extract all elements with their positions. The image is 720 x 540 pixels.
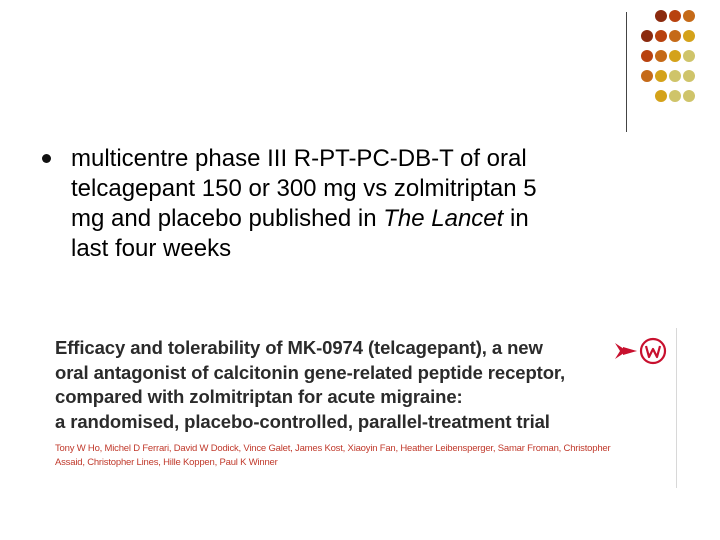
decorative-dot: [655, 70, 667, 82]
decorative-dot: [683, 90, 695, 102]
decorative-dot: [683, 30, 695, 42]
bullet-line: mg and placebo published in The Lancet in: [71, 205, 529, 232]
decorative-dot: [655, 10, 667, 22]
divider-line: [676, 328, 677, 488]
article-title-line: Efficacy and tolerability of MK-0974 (telcagepant), a new: [55, 337, 543, 358]
decorative-dot: [641, 50, 653, 62]
decorative-dot: [655, 90, 667, 102]
decorative-dot: [669, 10, 681, 22]
decorative-dot-grid: [641, 10, 697, 110]
bullet-point-icon: [42, 154, 51, 163]
article-authors: Tony W Ho, Michel D Ferrari, David W Dodick, Vince Galet, James Kost, Xiaoyin Fan, Heather Leibensperger, Samar Froman, Christopher Assaid, Christopher Lines, Hille Koppen, Paul K Winner: [55, 443, 611, 468]
decorative-dot: [683, 10, 695, 22]
article-citation: [55, 336, 665, 470]
decorative-dot: [669, 30, 681, 42]
bullet-line: telcagepant 150 or 300 mg vs zolmitriptan 5: [71, 175, 537, 202]
decorative-dot: [669, 90, 681, 102]
journal-name: The Lancet: [383, 205, 504, 232]
bullet-text: [71, 144, 660, 264]
decorative-dot: [641, 70, 653, 82]
article-title: [55, 336, 665, 434]
article-title-line: oral antagonist of calcitonin gene-related peptide receptor,: [55, 361, 566, 383]
decorative-dot: [641, 30, 653, 42]
decorative-divider: [626, 12, 627, 132]
article-title-line: compared with zolmitriptan for acute migraine:: [55, 386, 463, 407]
bullet-item: [40, 144, 660, 264]
decorative-dot: [683, 50, 695, 62]
decorative-dot: [655, 30, 667, 42]
bullet-line: multicentre phase III R-PT-PC-DB-T of oral: [71, 145, 527, 172]
decorative-dot: [655, 50, 667, 62]
bullet-line: last four weeks: [71, 235, 232, 262]
article-title-line: a randomised, placebo-controlled, parallel-treatment trial: [55, 410, 550, 432]
decorative-dot: [669, 50, 681, 62]
decorative-dot: [669, 70, 681, 82]
lancet-arrow-w-logo-icon: [613, 335, 669, 367]
decorative-dot: [683, 70, 695, 82]
